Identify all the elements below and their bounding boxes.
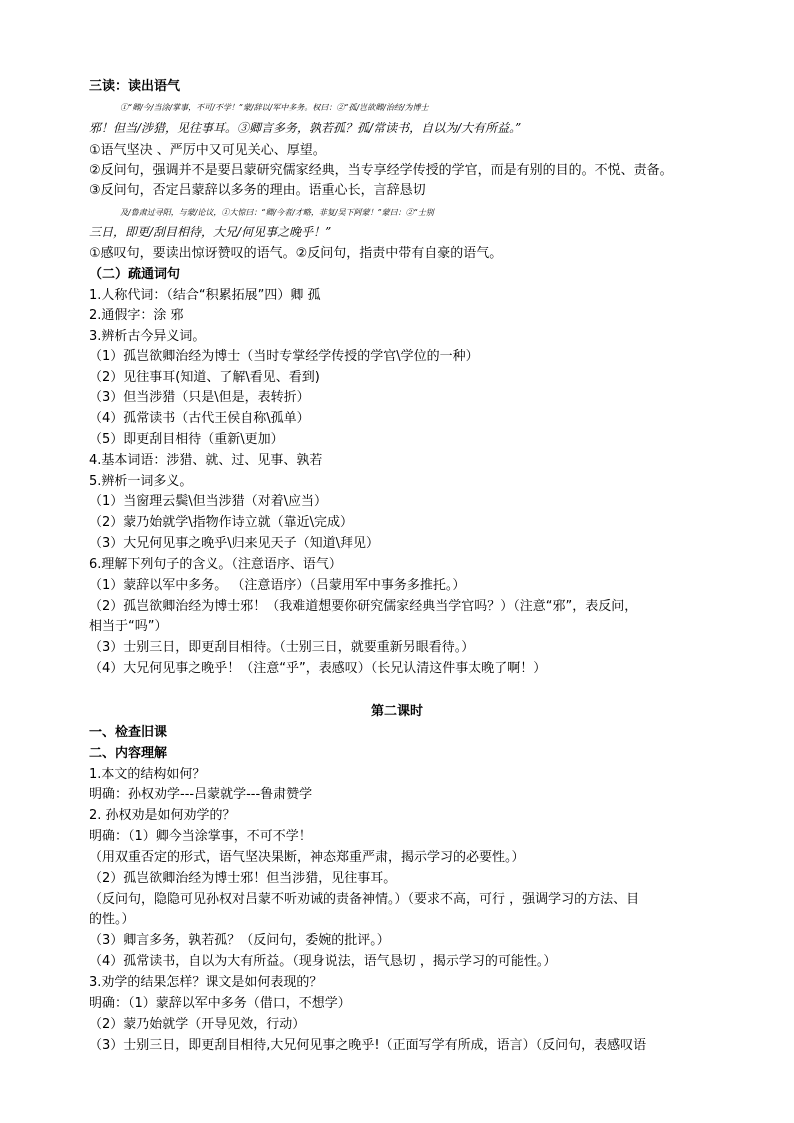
vocab-line: （1）孤岂欲卿治经为博士（当时专掌经学传授的学官\学位的一种） [89,349,479,364]
section-heading: 一、检查旧课 [89,725,168,740]
content-line: （用双重否定的形式，语气坚决果断，神态郑重严肃，揭示学习的必要性。） [89,850,525,865]
content-line: 明确：孙权劝学---吕蒙就学---鲁肃赞学 [89,787,313,802]
note-line: ②反问句，强调并不是要吕蒙研究儒家经典，当专享经学传授的学官，而是有别的目的。不悦、责备。 [89,163,673,178]
content-line: 3.劝学的结果怎样？课文是如何表现的？ [89,975,323,990]
content-line: （2）蒙乃始就学（开导见效，行动） [89,1017,306,1032]
vocab-line: （3）士别三日，即更刮目相待。（士别三日，就要重新另眼看待。） [89,640,475,655]
vocab-line: （3）但当涉猎（只是\但是，表转折） [89,390,310,405]
section-heading: 二、内容理解 [89,746,168,761]
vocab-line: 1.人称代词：（结合“积累拓展”四）卿 孤 [89,288,321,303]
content-line: 的性。） [89,912,135,927]
content-line: 明确：（1）蒙辞以军中多务（借口，不想学） [89,996,351,1011]
content-line: 明确：（1）卿今当涂掌事，不可不学！ [89,829,312,844]
vocab-line: （3）大兄何见事之晚乎\归来见天子（知道\拜见） [89,536,380,551]
vocab-line: （1）蒙辞以军中多务。 （注意语序）（吕蒙用军中事务多推托。） [89,578,466,593]
vocab-line: 相当于“吗”） [89,619,168,634]
note-line: ①感叹句，要读出惊讶赞叹的语气。②反问句，指责中带有自豪的语气。 [89,246,503,261]
content-line: （2）孤岂欲卿治经为博士邪！但当涉猎，见往事耳。 [89,871,397,886]
vocab-line: （2）见往事耳(知道、了解\看见、看到) [89,370,320,385]
quote-line: 邪！但当/涉猎，见往事耳。③卿言多务，孰若孤？孤/常读书，自以为/大有所益。” [89,121,522,135]
note-line: ①语气坚决 、严厉中又可见关心、厚望。 [89,143,326,158]
vocab-line: 2.通假字：涂 邪 [89,308,184,323]
vocab-line: （4）大兄何见事之晚乎！（注意“乎”，表感叹）（长兄认清这件事太晚了啊！） [89,661,547,676]
vocab-line: （4）孤常读书（古代王侯自称\孤单） [89,411,310,426]
quote-line: 三日，即更/刮目相待，大兄/何见事之晚乎！” [89,225,332,239]
quote-line: 及/鲁肃过寻阳，与蒙/论议，①大惊曰：“卿/今者/才略，非复/吴下阿蒙！”蒙曰：②“士别 [120,208,434,217]
lesson-title: 第二课时 [370,704,423,719]
vocab-line: 6.理解下列句子的含义。（注意语序、语气） [89,557,342,572]
vocab-line: （5）即更刮目相待（重新\更加） [89,432,284,447]
content-line: （4）孤常读书，自以为大有所益。（现身说法，语气恳切 ，揭示学习的可能性。） [89,954,557,969]
vocab-line: 4.基本词语：涉猎、就、过、见事、孰若 [89,453,323,468]
section-heading: （二）疏通词句 [89,267,181,282]
content-line: （3）士别三日，即更刮目相待,大兄何见事之晚乎!（正面写学有所成，语言）（反问句，表感叹语 [89,1038,647,1053]
vocab-line: （2）蒙乃始就学\指物作诗立就（靠近\完成） [89,515,354,530]
vocab-line: 5.辨析一词多义。 [89,474,193,489]
content-line: （3）卿言多务，孰若孤？（反问句，委婉的批评。） [89,933,390,948]
note-line: ③反问句，否定吕蒙辞以多务的理由。语重心长，言辞恳切 [89,183,426,198]
vocab-line: 3.辨析古今异义词。 [89,329,206,344]
vocab-line: （2）孤岂欲卿治经为博士邪！（我难道想要你研究儒家经典当学官吗？）（注意“邪”，表反问， [89,599,638,614]
content-line: （反问句，隐隐可见孙权对吕蒙不听劝诫的责备神情。）（要求不高，可行 ，强调学习的方法、目 [89,892,640,907]
content-line: 2. 孙权劝是如何劝学的？ [89,808,236,823]
quote-line: ①“卿/今/当涂/掌事，不可/不学！”蒙/辞以/军中多务。权曰：②“孤/岂欲卿/治经/为博士 [120,103,429,112]
content-line: 1.本文的结构如何？ [89,767,206,782]
vocab-line: （1）当窗理云鬓\但当涉猎（对着\应当） [89,494,328,509]
section-heading: 三读：读出语气 [89,79,181,94]
